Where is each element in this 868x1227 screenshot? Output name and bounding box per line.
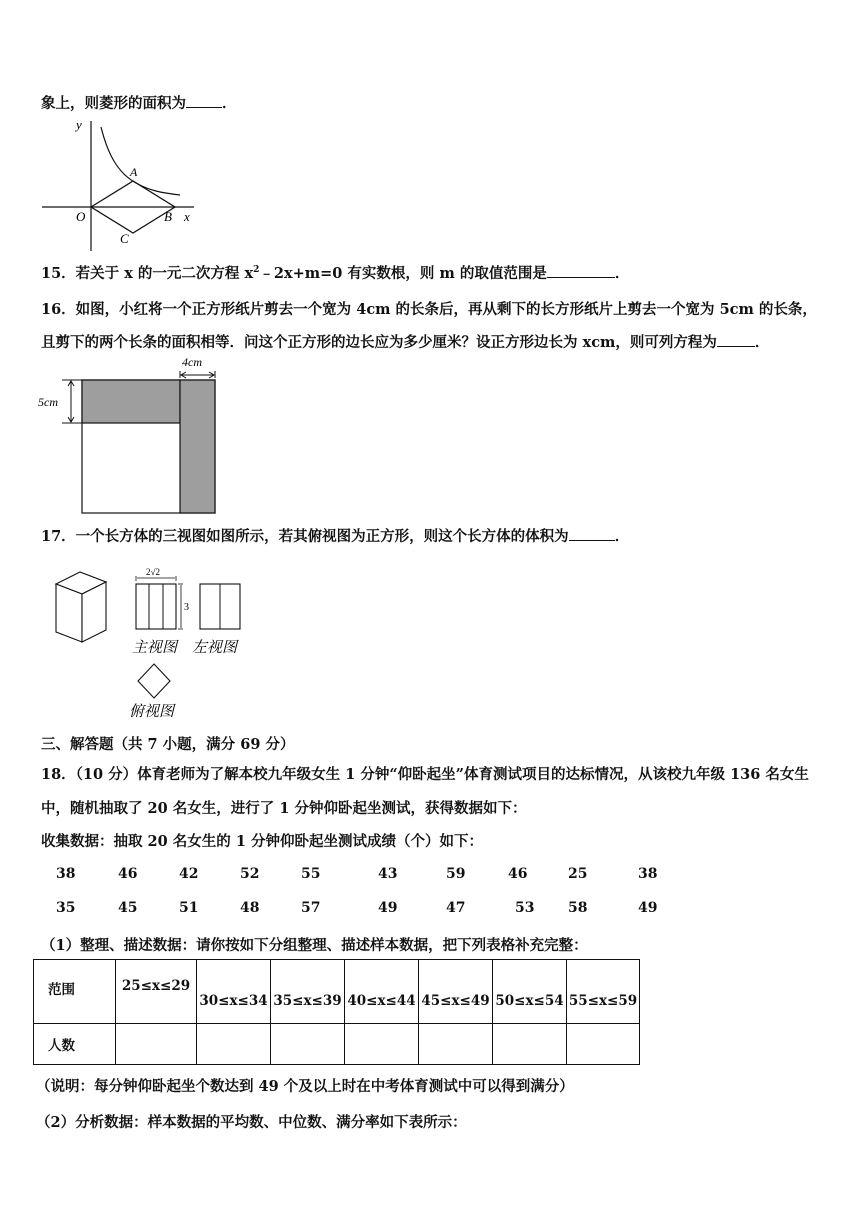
top-view-diamond <box>138 664 170 698</box>
answer-blank[interactable] <box>547 263 615 278</box>
data-value: 25 <box>568 866 588 882</box>
data-value: 43 <box>378 866 398 882</box>
data-value: 55 <box>301 866 321 882</box>
data-value: 38 <box>638 866 658 882</box>
data-value: 57 <box>301 900 321 916</box>
q14-figure <box>38 115 198 255</box>
answer-blank[interactable] <box>569 526 615 541</box>
data-row-1 <box>0 866 868 886</box>
q18-part2: （2）分析数据：样本数据的平均数、中位数、满分率如下表所示： <box>36 1114 467 1131</box>
table-range-cell: 30≤x≤34 <box>197 960 271 1024</box>
data-value: 58 <box>568 900 588 916</box>
hyperbola-curve <box>101 127 180 195</box>
data-value: 59 <box>446 866 466 882</box>
table-count-cell[interactable] <box>345 1024 419 1065</box>
table-count-cell[interactable] <box>419 1024 493 1065</box>
data-value: 48 <box>240 900 260 916</box>
cuboid-front <box>56 584 82 642</box>
table-header-range: 范围 <box>34 960 116 1024</box>
table-range-cell: 55≤x≤59 <box>567 960 640 1024</box>
q18-line1: 18．（10 分）体育老师为了解本校九年级女生 1 分钟“仰卧起坐”体育测试项目的达标情况，从该校九年级 136 名女生 <box>41 766 809 783</box>
q17-figure <box>50 560 250 720</box>
q15-text: 15．若关于 x 的一元二次方程 $x^2﹣2x+m=0$ 有实数根，则 m 的取值范围是 ． <box>41 265 630 282</box>
q14-text: 象上，则菱形的面积为 ． <box>41 95 237 112</box>
q16-figure <box>38 354 228 516</box>
q18-line2: 中，随机抽取了 20 名女生，进行了 1 分钟仰卧起坐测试，获得数据如下： <box>41 800 527 817</box>
table-count-cell[interactable] <box>493 1024 567 1065</box>
label-C: C <box>120 231 129 246</box>
data-value: 47 <box>446 900 466 916</box>
label-B: B <box>164 209 172 224</box>
q18-note: （说明：每分钟仰卧起坐个数达到 49 个及以上时在中考体育测试中可以得到满分） <box>36 1078 574 1095</box>
data-value: 45 <box>118 900 138 916</box>
front-view-rect <box>136 584 176 629</box>
table-range-cell: 45≤x≤49 <box>419 960 493 1024</box>
data-value: 49 <box>378 900 398 916</box>
table-range-cell: 25≤x≤29 <box>116 960 197 1024</box>
label-5cm: 5cm <box>38 395 58 409</box>
q18-part1: （1）整理、描述数据：请你按如下分组整理、描述样本数据，把下列表格补充完整： <box>41 937 588 954</box>
answer-blank[interactable] <box>186 93 222 108</box>
label-O: O <box>76 209 86 224</box>
table-range-cell: 50≤x≤54 <box>493 960 567 1024</box>
answer-blank[interactable] <box>717 332 755 347</box>
data-value: 46 <box>508 866 528 882</box>
q17-text: 17．一个长方体的三视图如图所示，若其俯视图为正方形，则这个长方体的体积为 ． <box>41 528 630 545</box>
table-count-cell[interactable] <box>197 1024 271 1065</box>
label-4cm: 4cm <box>182 355 202 369</box>
table-range-cell: 40≤x≤44 <box>345 960 419 1024</box>
data-value: 53 <box>515 900 535 916</box>
data-value: 46 <box>118 866 138 882</box>
frequency-table <box>33 959 640 1065</box>
table-count-cell[interactable] <box>567 1024 640 1065</box>
strip-5cm <box>82 380 180 423</box>
table-range-cell: 35≤x≤39 <box>271 960 345 1024</box>
label-3: 3 <box>184 602 189 613</box>
data-value: 35 <box>56 900 76 916</box>
label-left-view: 左视图 <box>192 638 238 656</box>
label-A: A <box>130 165 138 179</box>
label-x: x <box>184 209 190 224</box>
data-value: 51 <box>179 900 199 916</box>
data-row-2 <box>0 900 868 920</box>
data-value: 49 <box>638 900 658 916</box>
label-y: y <box>76 117 82 132</box>
label-2root2: 2√2 <box>146 567 160 577</box>
q16-line1: 16．如图，小红将一个正方形纸片剪去一个宽为 4cm 的长条后，再从剩下的长方形纸片上剪去一个宽为 5cm 的长条， <box>41 301 817 318</box>
q16-line2: 且剪下的两个长条的面积相等．问这个正方形的边长应为多少厘米？设正方形边长为 xcm，则可列方程为 ． <box>41 334 770 351</box>
table-header-count: 人数 <box>34 1024 116 1065</box>
data-value: 38 <box>56 866 76 882</box>
label-top-view: 俯视图 <box>129 702 175 720</box>
section-title: 三、解答题（共 7 小题，满分 69 分） <box>41 736 295 753</box>
data-value: 52 <box>240 866 260 882</box>
label-front-view: 主视图 <box>132 638 178 656</box>
q18-collect: 收集数据：抽取 20 名女生的 1 分钟仰卧起坐测试成绩（个）如下： <box>41 833 483 850</box>
data-value: 42 <box>179 866 199 882</box>
table-count-cell[interactable] <box>116 1024 197 1065</box>
strip-4cm <box>180 380 215 513</box>
table-count-cell[interactable] <box>271 1024 345 1065</box>
